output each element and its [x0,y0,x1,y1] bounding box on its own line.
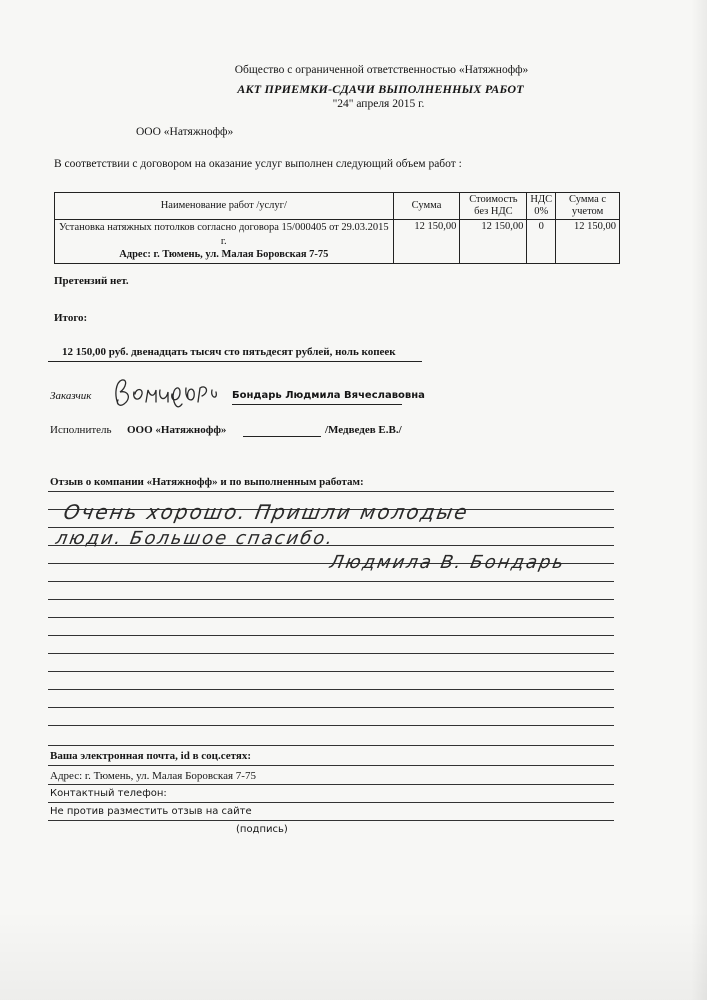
executor-label: Исполнитель [50,424,112,436]
scan-edge-shadow [691,0,707,1000]
header-sum: Сумма [393,193,460,220]
review-line [48,653,614,654]
cell-total: 12 150,00 [556,220,620,264]
cell-cost: 12 150,00 [460,220,527,264]
organization-label: ООО «Натяжнофф» [136,126,234,138]
review-line [48,617,614,618]
header-name: Наименование работ /услуг/ [55,193,394,220]
signature-caption: (подпись) [236,824,288,835]
consent-label: Не против разместить отзыв на сайте [50,806,252,817]
review-label: Отзыв о компании «Натяжнофф» и по выполненным работам: [50,476,364,488]
executor-signature-line [243,424,321,437]
review-line [48,725,614,726]
act-title: АКТ ПРИЕМКИ-СДАЧИ ВЫПОЛНЕННЫХ РАБОТ [237,82,524,96]
total-label: Итого: [54,312,88,324]
phone-label: Контактный телефон: [50,788,167,799]
claims-text: Претензий нет. [54,275,129,287]
review-line [48,635,614,636]
review-line [48,581,614,582]
executor-name: /Медведев Е.В./ [325,424,402,436]
header-cost: Стоимость без НДС [460,193,527,220]
review-line [48,689,614,690]
header-total: Сумма с учетом [556,193,620,220]
handwritten-review-signature: Людмила В. Бондарь [328,552,567,573]
company-name: Общество с ограниченной ответственностью «Натяжнофф» [234,64,529,76]
cell-vat: 0 [527,220,556,264]
act-date: "24" апреля 2015 г. [332,98,425,110]
customer-signature [110,374,220,414]
table-row [55,220,620,264]
address-label: Адрес: г. Тюмень, ул. Малая Боровская 7-75 [50,770,256,782]
cell-sum: 12 150,00 [393,220,460,264]
email-line [48,765,614,766]
total-amount-line: 12 150,00 руб. двенадцать тысяч сто пятьдесят рублей, ноль копеек [48,346,422,362]
email-label: Ваша электронная почта, id в соц.сетях: [50,750,252,762]
review-line [48,671,614,672]
handwritten-review-line-1: Очень хорошо. Пришли молодые [61,500,471,524]
customer-full-name: Бондарь Людмила Вячеславовна [232,390,402,405]
work-address: Адрес: г. Тюмень, ул. Малая Боровская 7-75 [119,249,329,261]
review-line [48,745,614,746]
intro-text: В соответствии с договором на оказание услуг выполнен следующий объем работ : [54,158,462,170]
customer-label: Заказчик [50,390,92,402]
handwritten-review-line-2: люди. Большое спасибо. [54,528,336,549]
header-vat: НДС 0% [527,193,556,220]
work-description: Установка натяжных потолков согласно договора 15/000405 от 29.03.2015 г. [58,222,389,247]
table-header-row [55,193,620,220]
phone-line [48,802,614,803]
works-table [54,192,620,264]
address-line [48,784,614,785]
review-line [48,707,614,708]
signature-strokes [116,380,216,407]
review-line [48,491,614,492]
cell-description [55,220,394,264]
executor-company: ООО «Натяжнофф» [127,424,227,436]
consent-line [48,820,614,821]
scan-bottom-shadow [0,910,707,1000]
review-line [48,599,614,600]
